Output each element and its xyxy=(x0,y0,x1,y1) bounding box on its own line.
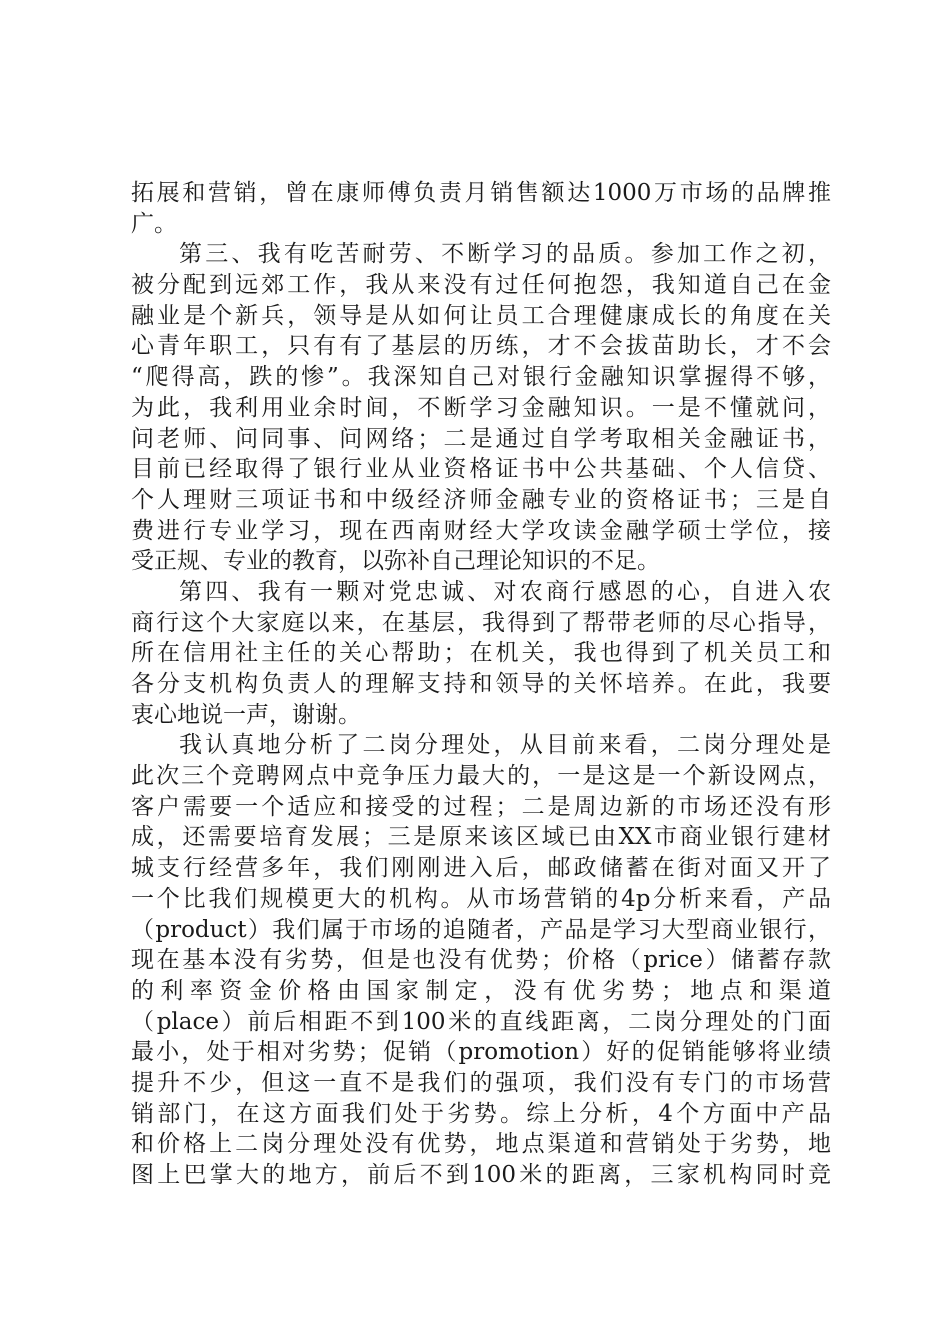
text-line: 城支行经营多年，我们刚刚进入后，邮政储蓄在街对面又开了 xyxy=(131,855,831,882)
text-line: 客户需要一个适应和接受的过程；二是周边新的市场还没有形 xyxy=(131,793,831,820)
text-line: 商行这个大家庭以来，在基层，我得到了帮带老师的尽心指导， xyxy=(131,609,831,636)
text-line: 最小，处于相对劣势；促销（promotion）好的促销能够将业绩 xyxy=(131,1039,831,1066)
document-body xyxy=(131,178,831,1191)
text-line: 第三、我有吃苦耐劳、不断学习的品质。参加工作之初， xyxy=(179,241,831,268)
text-line: 图上巴掌大的地方，前后不到100米的距离，三家机构同时竞 xyxy=(131,1162,831,1188)
text-line: 我认真地分析了二岗分理处，从目前来看，二岗分理处是 xyxy=(179,732,831,759)
text-line: （place）前后相距不到100米的直线距离，二岗分理处的门面 xyxy=(131,1008,831,1035)
text-line: 一个比我们规模更大的机构。从市场营销的4p分析来看，产品 xyxy=(131,885,831,912)
text-line: “爬得高，跌的惨”。我深知自己对银行金融知识掌握得不够， xyxy=(131,364,831,391)
text-line: 和价格上二岗分理处没有优势，地点渠道和营销处于劣势，地 xyxy=(131,1131,831,1158)
text-line: 各分支机构负责人的理解支持和领导的关怀培养。在此，我要 xyxy=(131,671,831,697)
text-line: 所在信用社主任的关心帮助；在机关，我也得到了机关员工和 xyxy=(131,640,831,667)
text-line: 融业是个新兵，领导是从如何让员工合理健康成长的角度在关 xyxy=(131,302,831,329)
text-line: 广。 xyxy=(131,210,177,237)
text-line: 成，还需要培育发展；三是原来该区域已由XX市商业银行建材 xyxy=(131,824,831,851)
text-line: （product）我们属于市场的追随者，产品是学习大型商业银行， xyxy=(131,916,831,943)
text-line: 衷心地说一声，谢谢。 xyxy=(131,701,361,728)
text-line: 此次三个竞聘网点中竞争压力最大的，一是这是一个新设网点， xyxy=(131,763,831,790)
text-line: 第四、我有一颗对党忠诚、对农商行感恩的心，自进入农 xyxy=(179,578,831,605)
text-line: 心青年职工，只有有了基层的历练，才不会拔苗助长，才不会 xyxy=(131,333,831,360)
text-line: 提升不少，但这一直不是我们的强项，我们没有专门的市场营 xyxy=(131,1069,831,1096)
text-line: 费进行专业学习，现在西南财经大学攻读金融学硕士学位，接 xyxy=(131,517,831,544)
text-line: 销部门，在这方面我们处于劣势。综上分析，4个方面中产品 xyxy=(131,1100,831,1127)
text-line: 个人理财三项证书和中级经济师金融专业的资格证书；三是自 xyxy=(131,486,831,513)
text-line: 目前已经取得了银行业从业资格证书中公共基础、个人信贷、 xyxy=(131,456,831,483)
text-line: 受正规、专业的教育，以弥补自己理论知识的不足。 xyxy=(131,548,660,575)
text-line: 被分配到远郊工作，我从来没有过任何抱怨，我知道自己在金 xyxy=(131,272,831,299)
text-line: 为此，我利用业余时间，不断学习金融知识。一是不懂就问， xyxy=(131,394,831,421)
text-line: 现在基本没有劣势，但是也没有优势；价格（price）储蓄存款 xyxy=(131,947,831,974)
text-line: 的利率资金价格由国家制定，没有优劣势；地点和渠道 xyxy=(131,977,831,1004)
text-line: 拓展和营销，曾在康师傅负责月销售额达1000万市场的品牌推 xyxy=(131,180,831,206)
text-line: 问老师、问同事、问网络；二是通过自学考取相关金融证书， xyxy=(131,425,831,452)
